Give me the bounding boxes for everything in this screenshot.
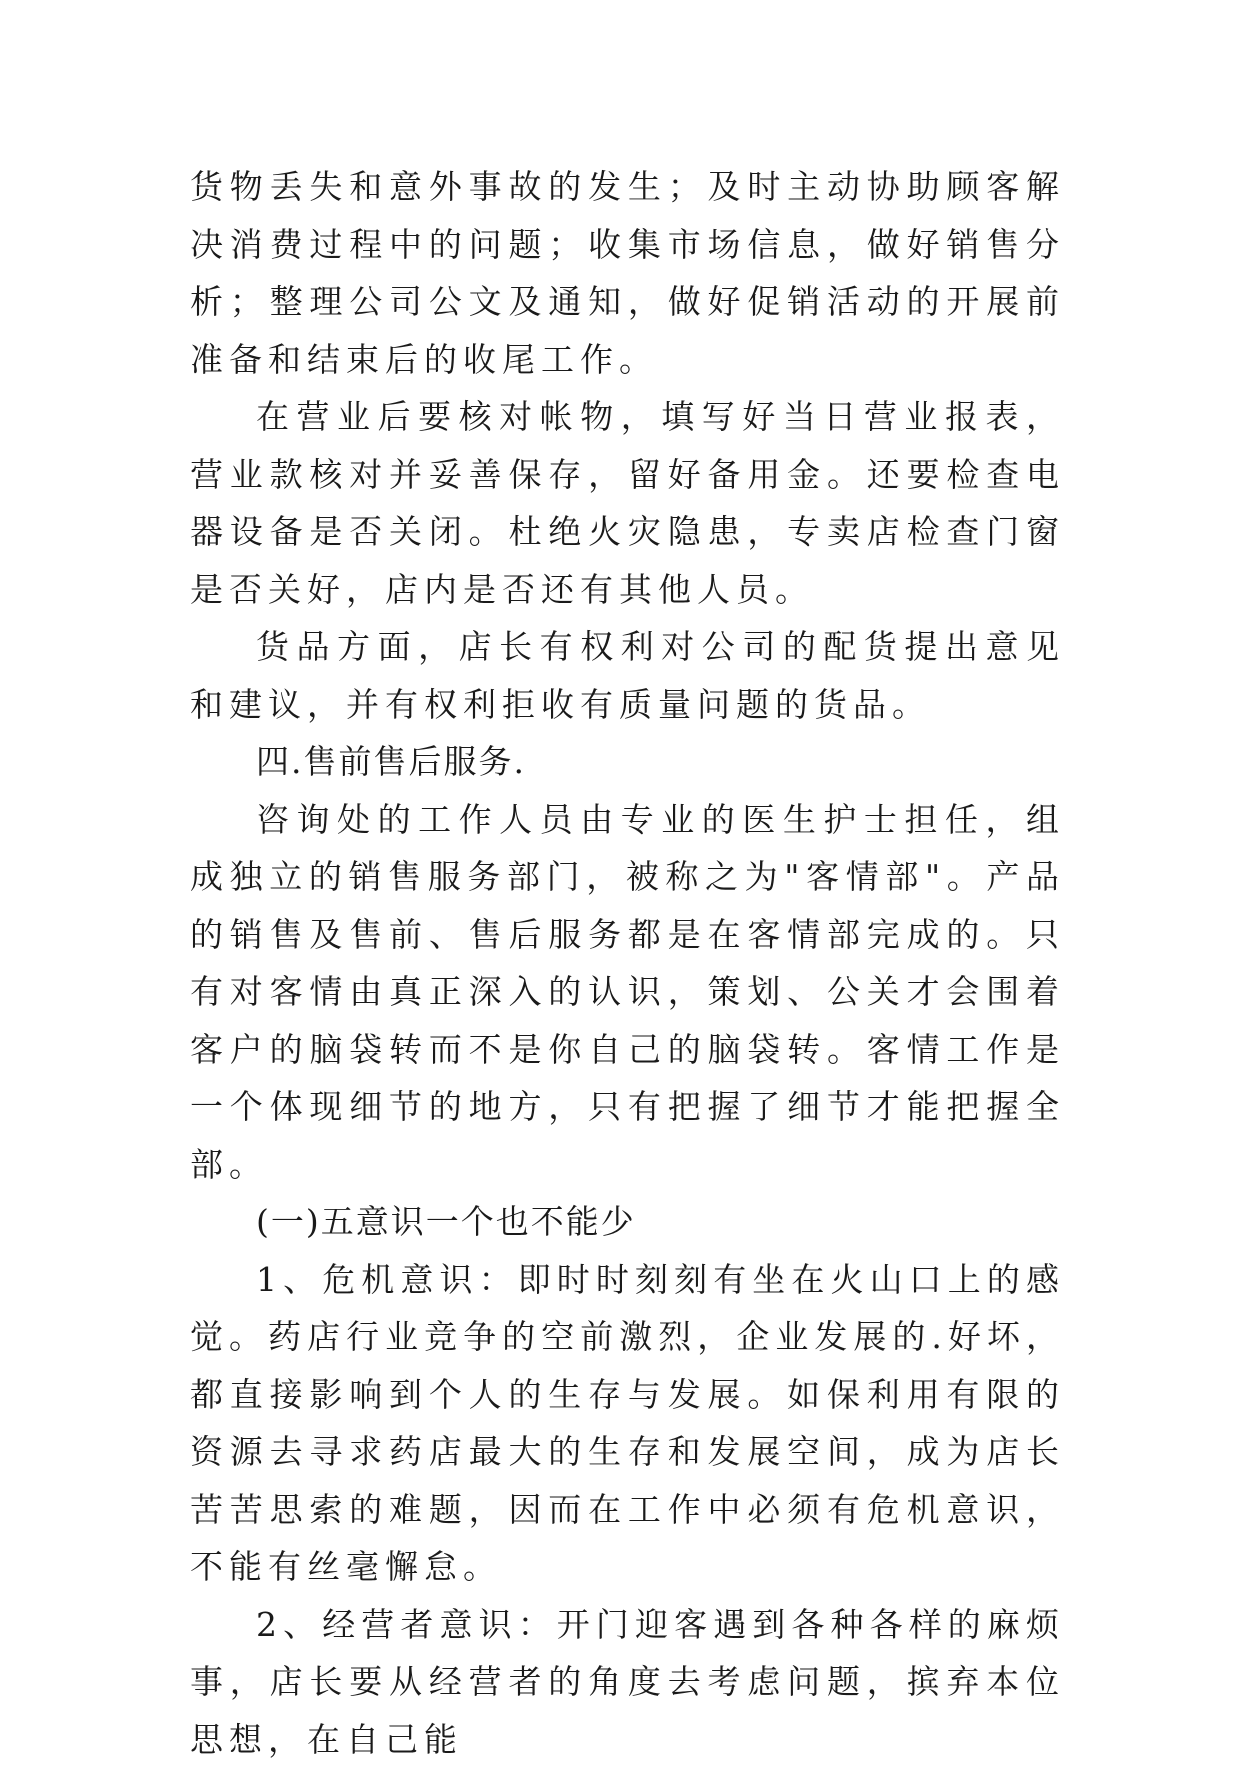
paragraph: 货品方面，店长有权利对公司的配货提出意见和建议，并有权利拒收有质量问题的货品。	[190, 618, 1065, 733]
paragraph: 咨询处的工作人员由专业的医生护士担任，组成独立的销售服务部门，被称之为"客情部"。产品的销售及售前、售后服务都是在客情部完成的。只有对客情由真正深入的认识，策划、公关才会围着客户的脑袋转而不是你自己的脑袋转。客情工作是一个体现细节的地方，只有把握了细节才能把握全部。	[190, 791, 1065, 1194]
paragraph: 在营业后要核对帐物，填写好当日营业报表，营业款核对并妥善保存，留好备用金。还要检查电器设备是否关闭。杜绝火灾隐患，专卖店检查门窗是否关好，店内是否还有其他人员。	[190, 388, 1065, 618]
section-heading: 四.售前售后服务.	[190, 733, 1065, 791]
paragraph: 货物丢失和意外事故的发生；及时主动协助顾客解决消费过程中的问题；收集市场信息，做好销售分析；整理公司公文及通知，做好促销活动的开展前准备和结束后的收尾工作。	[190, 158, 1065, 388]
subsection-heading: (一)五意识一个也不能少	[190, 1193, 1065, 1251]
document-body	[190, 158, 1065, 1768]
paragraph: 1、危机意识：即时时刻刻有坐在火山口上的感觉。药店行业竞争的空前激烈，企业发展的.好坏，都直接影响到个人的生存与发展。如保利用有限的资源去寻求药店最大的生存和发展空间，成为店长苦苦思索的难题，因而在工作中必须有危机意识，不能有丝毫懈怠。	[190, 1251, 1065, 1596]
paragraph: 2、经营者意识：开门迎客遇到各种各样的麻烦事，店长要从经营者的角度去考虑问题，摈弃本位思想，在自己能	[190, 1596, 1065, 1768]
